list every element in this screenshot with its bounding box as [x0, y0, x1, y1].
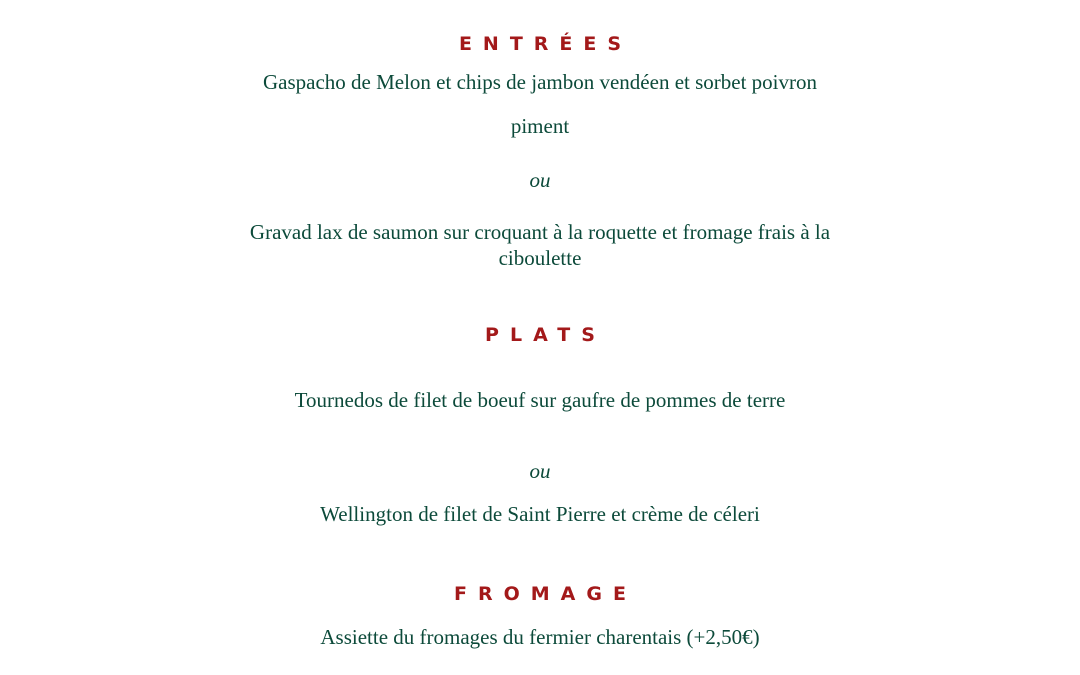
plat-dish-1: Tournedos de filet de boeuf sur gaufre de pommes de terre — [294, 388, 786, 412]
section-heading-entrees: ENTRÉES — [458, 33, 633, 55]
section-heading-plats: PLATS — [485, 324, 606, 346]
plat-dish-2: Wellington de filet de Saint Pierre et crème de céleri — [320, 502, 760, 526]
fromage-dish-1: Assiette du fromages du fermier charentais (+2,50€) — [320, 625, 760, 649]
entree-dish-1-line-2: piment — [510, 114, 570, 138]
section-heading-fromage: FROMAGE — [454, 583, 637, 605]
plat-separator-ou: ou — [529, 459, 551, 483]
entree-dish-2-line-1: Gravad lax de saumon sur croquant à la roquette et fromage frais à la — [249, 220, 831, 244]
entree-separator-ou: ou — [529, 168, 551, 192]
entree-dish-2-line-2: ciboulette — [498, 246, 582, 270]
entree-dish-1-line-1: Gaspacho de Melon et chips de jambon vendéen et sorbet poivron — [262, 70, 817, 94]
